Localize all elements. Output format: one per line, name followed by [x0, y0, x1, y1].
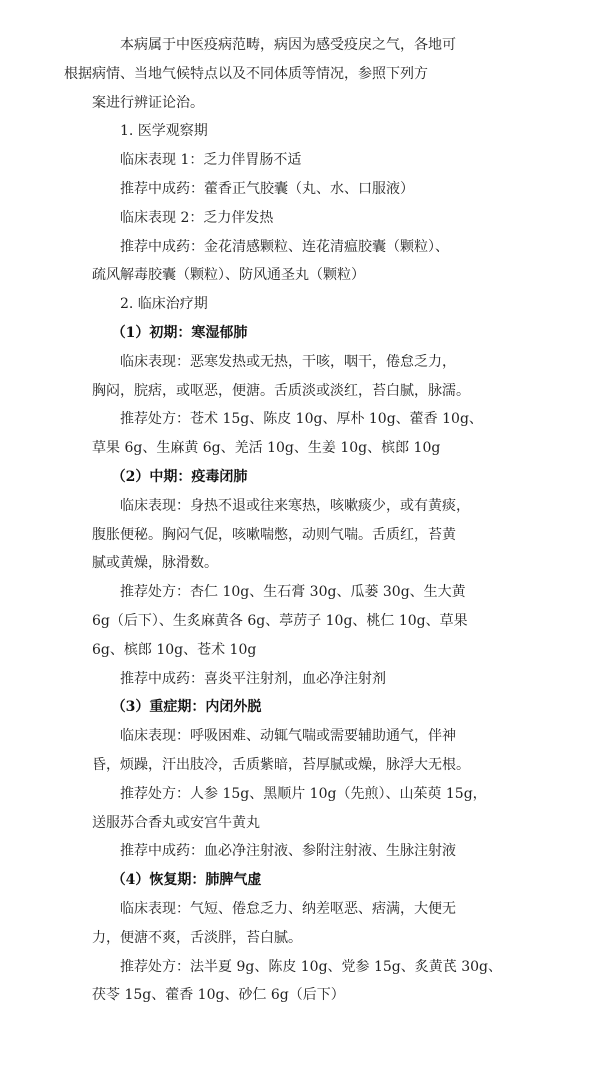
stage-paragraph — [92, 780, 514, 838]
stage-paragraph — [92, 722, 514, 780]
observation-item: 临床表现 2：乏力伴发热 — [120, 209, 274, 226]
stage-paragraph — [92, 665, 514, 694]
stage-paragraph — [92, 837, 514, 866]
stage-paragraph — [92, 953, 514, 1011]
text-line: 推荐处方：苍术 15g、陈皮 10g、厚朴 10g、藿香 10g、 — [120, 411, 483, 428]
text-line: 推荐处方：人参 15g、黑顺片 10g（先煎）、山茱萸 15g， — [120, 785, 487, 802]
stage-heading: （2）中期：疫毒闭肺 — [111, 468, 248, 485]
observation-item — [92, 233, 514, 291]
text-line: 临床表现：呼吸困难、动辄气喘或需要辅助通气，伴神 — [120, 728, 456, 745]
stage-paragraph — [92, 492, 514, 578]
text-line: 腹胀便秘。胸闷气促，咳嗽喘憋，动则气喘。舌质红，苔黄 — [92, 526, 456, 543]
text-line: 推荐处方：法半夏 9g、陈皮 10g、党参 15g、炙黄芪 30g、 — [120, 958, 502, 975]
text-line: 疏风解毒胶囊（颗粒）、防风通圣丸（颗粒） — [92, 267, 365, 284]
text-line: 6g（后下）、生炙麻黄各 6g、葶苈子 10g、桃仁 10g、草果 — [92, 612, 468, 629]
text-line: 案进行辨证论治。 — [92, 94, 204, 111]
stage-heading: （3）重症期：内闭外脱 — [111, 699, 262, 716]
text-line: 推荐中成药：金花清感颗粒、连花清瘟胶囊（颗粒）、 — [120, 238, 449, 255]
stage-paragraph — [92, 895, 514, 953]
text-line: 力，便溏不爽，舌淡胖，苔白腻。 — [92, 929, 302, 946]
text-line: 本病属于中医疫病范畴，病因为感受疫戾之气，各地可 — [120, 37, 456, 53]
text-line: 根据病情、当地气候特点以及不同体质等情况，参照下列方 — [64, 65, 428, 82]
text-line: 送服苏合香丸或安宫牛黄丸 — [92, 814, 260, 831]
text-line: 临床表现：身热不退或往来寒热，咳嗽痰少，或有黄痰， — [120, 497, 470, 514]
text-line: 推荐中成药：血必净注射液、参附注射液、生脉注射液 — [120, 843, 456, 860]
observation-item: 临床表现 1：乏力伴胃肠不适 — [120, 152, 302, 169]
stage-paragraph — [92, 578, 514, 664]
text-line: 腻或黄燥，脉滑数。 — [92, 555, 218, 572]
text-line: 临床表现：气短、倦怠乏力、纳差呕恶、痞满，大便无 — [120, 900, 456, 917]
section-title-observation: 1. 医学观察期 — [120, 123, 208, 140]
section-title-treatment: 2. 临床治疗期 — [120, 296, 208, 313]
text-line: 临床表现：恶寒发热或无热，干咳，咽干，倦怠乏力， — [120, 353, 456, 370]
text-line: 昏，烦躁，汗出肢冷，舌质紫暗，苔厚腻或燥，脉浮大无根。 — [92, 756, 470, 773]
text-line: 推荐中成药：喜炎平注射剂，血必净注射剂 — [120, 670, 386, 687]
stage-paragraph — [92, 348, 514, 406]
intro-paragraph — [64, 31, 514, 117]
text-line: 茯苓 15g、藿香 10g、砂仁 6g（后下） — [92, 987, 345, 1004]
text-line: 草果 6g、生麻黄 6g、羌活 10g、生姜 10g、槟郎 10g — [92, 440, 441, 457]
text-line: 推荐处方：杏仁 10g、生石膏 30g、瓜蒌 30g、生大黄 — [120, 584, 466, 601]
text-line: 胸闷，脘痞，或呕恶，便溏。舌质淡或淡红，苔白腻，脉濡。 — [92, 382, 470, 399]
stage-heading: （1）初期：寒湿郁肺 — [111, 324, 248, 341]
text-line: 6g、槟郎 10g、苍术 10g — [92, 641, 257, 658]
stage-heading: （4）恢复期：肺脾气虚 — [111, 872, 262, 889]
stage-paragraph — [92, 405, 514, 463]
observation-item: 推荐中成药：藿香正气胶囊（丸、水、口服液） — [120, 180, 414, 197]
